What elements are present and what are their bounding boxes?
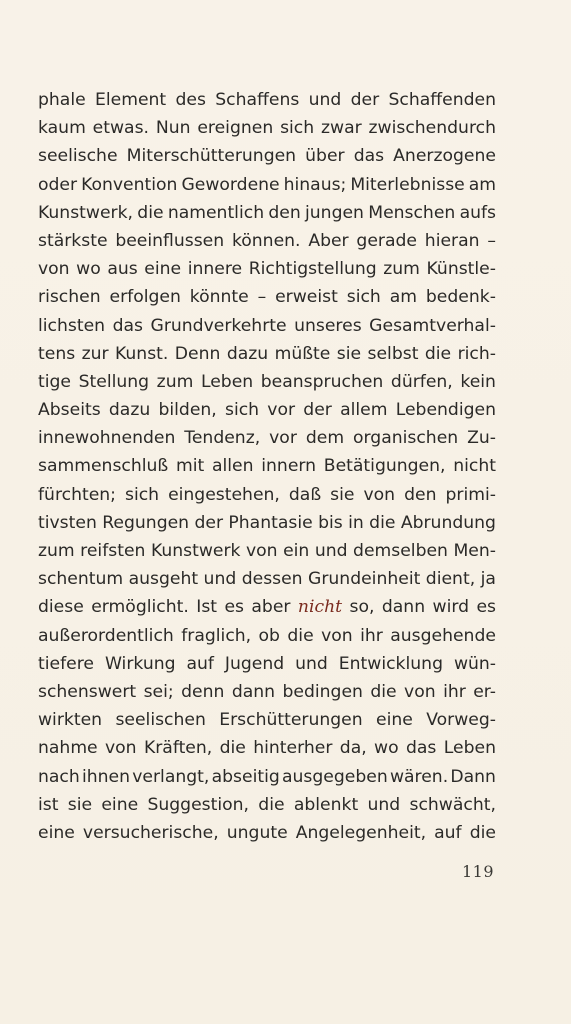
word: daß bbox=[288, 484, 322, 505]
word: Gewordene bbox=[181, 174, 280, 195]
word: Regungen bbox=[102, 512, 190, 533]
word: die bbox=[219, 738, 246, 759]
word: Vorweg- bbox=[426, 710, 496, 731]
word: und bbox=[295, 653, 328, 674]
word: jungen bbox=[305, 202, 364, 223]
word: Entwicklung bbox=[338, 653, 443, 674]
word: sich bbox=[280, 118, 315, 139]
word: dazu bbox=[226, 343, 269, 364]
word: ein bbox=[283, 541, 310, 561]
word: vor bbox=[269, 428, 297, 449]
word: dann bbox=[381, 597, 426, 618]
word: bedingen bbox=[282, 681, 363, 702]
word: eine bbox=[101, 794, 139, 815]
word: sich bbox=[124, 484, 160, 505]
word: Miterschütterungen bbox=[126, 146, 297, 167]
word: gerade bbox=[356, 230, 417, 251]
word: etwas. bbox=[92, 118, 149, 139]
word: innere bbox=[187, 259, 243, 280]
word: Erschütterungen bbox=[219, 710, 363, 731]
word: aus bbox=[107, 259, 138, 280]
word: organischen bbox=[353, 428, 459, 449]
word: Abseits bbox=[38, 400, 101, 421]
word: fraglich, bbox=[181, 625, 252, 646]
word: Lebendigen bbox=[395, 400, 496, 421]
word: und bbox=[314, 541, 348, 561]
word: dem bbox=[305, 428, 345, 449]
word: die bbox=[369, 512, 396, 533]
word: Konvention bbox=[81, 174, 178, 195]
text-line bbox=[38, 312, 496, 340]
word: versucherische, bbox=[82, 822, 219, 843]
word: erfolgen bbox=[109, 287, 181, 308]
text-line bbox=[38, 255, 496, 283]
word: tens bbox=[38, 343, 76, 364]
word: namentlich bbox=[167, 202, 265, 223]
word: allen bbox=[211, 456, 254, 477]
word: Grundverkehrte bbox=[150, 315, 287, 336]
word: ereignen bbox=[197, 118, 274, 139]
word: Denn bbox=[174, 343, 221, 364]
word: Künstle- bbox=[426, 259, 496, 280]
text-line bbox=[38, 819, 496, 847]
word: auf bbox=[434, 822, 462, 843]
word: von bbox=[245, 541, 278, 561]
word: Tendenz, bbox=[184, 428, 261, 449]
word: hieran bbox=[424, 230, 480, 251]
word: innern bbox=[261, 456, 317, 477]
word: beeinflussen bbox=[115, 230, 225, 251]
word: von bbox=[38, 259, 70, 280]
word: in bbox=[348, 512, 364, 533]
text-line bbox=[38, 622, 496, 650]
word: eine bbox=[376, 710, 413, 731]
word: dürfen, bbox=[390, 371, 453, 392]
word: sich bbox=[225, 400, 260, 421]
word: – bbox=[487, 230, 496, 251]
word: und bbox=[203, 569, 237, 590]
text-line bbox=[38, 86, 496, 114]
word: wird bbox=[432, 597, 470, 618]
word: am bbox=[468, 174, 496, 195]
word: Men- bbox=[453, 541, 496, 561]
word: primi- bbox=[445, 484, 496, 505]
word: sich bbox=[346, 287, 381, 308]
word: tivsten bbox=[38, 512, 97, 533]
word: können. bbox=[231, 230, 301, 251]
word: so, bbox=[349, 597, 375, 618]
word: ihr bbox=[360, 625, 383, 646]
text-line bbox=[38, 452, 496, 480]
word: eine bbox=[144, 259, 182, 280]
word: diese bbox=[38, 597, 84, 618]
word: wün- bbox=[453, 653, 496, 674]
word: Grundeinheit bbox=[308, 569, 421, 590]
word: unseres bbox=[294, 315, 362, 336]
word: zwar bbox=[321, 118, 362, 139]
word: die bbox=[137, 202, 164, 223]
word: Abrundung bbox=[400, 512, 496, 533]
word: Stellung bbox=[78, 371, 150, 392]
text-line bbox=[38, 340, 496, 368]
word: nach bbox=[38, 766, 80, 787]
text-line bbox=[38, 734, 496, 762]
word: seelische bbox=[38, 146, 118, 167]
text-line bbox=[38, 424, 496, 452]
page-number: 119 bbox=[462, 862, 495, 881]
word: es bbox=[476, 597, 496, 618]
word: den bbox=[404, 484, 437, 505]
word: ihnen bbox=[82, 766, 131, 787]
word: von bbox=[404, 681, 436, 702]
emphasized-word: nicht bbox=[297, 597, 343, 618]
word: Ist bbox=[196, 597, 218, 618]
text-line bbox=[38, 678, 496, 706]
word: dazu bbox=[108, 400, 151, 421]
text-line bbox=[38, 171, 496, 199]
word: und bbox=[308, 90, 342, 110]
word: auf bbox=[186, 653, 214, 674]
body-text bbox=[38, 86, 496, 847]
word: ermöglicht. bbox=[91, 597, 189, 618]
word: sie bbox=[336, 343, 362, 364]
word: könnte bbox=[189, 287, 249, 308]
word: zur bbox=[81, 343, 109, 364]
word: wo bbox=[76, 259, 101, 280]
word: sie bbox=[330, 484, 355, 505]
word: des bbox=[175, 90, 206, 110]
word: Leben bbox=[443, 738, 496, 759]
word: verlangt, bbox=[132, 766, 210, 787]
word: wo bbox=[374, 738, 399, 759]
text-line bbox=[38, 142, 496, 170]
word: aufs bbox=[459, 202, 496, 223]
word: Aber bbox=[308, 230, 349, 251]
word: bedenk- bbox=[425, 287, 496, 308]
word: selbst bbox=[367, 343, 419, 364]
word: zum bbox=[156, 371, 194, 392]
word: Kunstwerk bbox=[150, 541, 241, 561]
word: ungute bbox=[226, 822, 288, 843]
word: Kräften, bbox=[143, 738, 213, 759]
word: von bbox=[105, 738, 137, 759]
word: eine bbox=[38, 822, 75, 843]
word: schenswert bbox=[38, 681, 137, 702]
text-line bbox=[38, 368, 496, 396]
word: tige bbox=[38, 371, 71, 392]
word: Element bbox=[95, 90, 167, 110]
word: vor bbox=[267, 400, 296, 421]
word: schwächt, bbox=[409, 794, 496, 815]
word: bilden, bbox=[158, 400, 217, 421]
word: phale bbox=[38, 90, 86, 110]
word: reifsten bbox=[80, 541, 146, 561]
word: schentum bbox=[38, 569, 124, 590]
word: zum bbox=[383, 259, 420, 280]
word: nicht bbox=[453, 456, 496, 477]
word: der bbox=[194, 512, 224, 533]
word: Dann bbox=[450, 766, 496, 787]
word: demselben bbox=[353, 541, 448, 561]
word: rich- bbox=[457, 343, 496, 364]
word: wären. bbox=[389, 766, 449, 787]
word: ablenkt bbox=[293, 794, 359, 815]
word: Angelegenheit, bbox=[295, 822, 427, 843]
word: – bbox=[257, 287, 267, 308]
text-line bbox=[38, 396, 496, 424]
word: Betätigungen, bbox=[323, 456, 446, 477]
word: Schaffens bbox=[215, 90, 300, 110]
word: mit bbox=[175, 456, 205, 477]
word: Schaffenden bbox=[388, 90, 496, 110]
word: ausgegeben bbox=[282, 766, 388, 787]
text-line bbox=[38, 114, 496, 142]
word: die bbox=[424, 343, 452, 364]
text-line bbox=[38, 481, 496, 509]
word: kaum bbox=[38, 118, 86, 139]
word: außerordentlich bbox=[38, 625, 174, 646]
word: tiefere bbox=[38, 653, 94, 674]
word: der bbox=[350, 90, 380, 110]
word: rischen bbox=[38, 287, 101, 308]
text-line bbox=[38, 791, 496, 819]
text-line bbox=[38, 565, 496, 593]
word: fürchten; bbox=[38, 484, 116, 505]
word: Nun bbox=[155, 118, 191, 139]
word: das bbox=[112, 315, 143, 336]
word: hinterher bbox=[253, 738, 333, 759]
word: Zu- bbox=[467, 428, 496, 449]
word: müßte bbox=[274, 343, 331, 364]
text-line bbox=[38, 199, 496, 227]
word: ausgehende bbox=[390, 625, 496, 646]
word: die bbox=[370, 681, 397, 702]
word: ist bbox=[38, 794, 59, 815]
text-line bbox=[38, 706, 496, 734]
word: wirkten bbox=[38, 710, 103, 731]
word: er- bbox=[473, 681, 496, 702]
word: ob bbox=[258, 625, 280, 646]
word: Gesamtverhal- bbox=[369, 315, 496, 336]
word: und bbox=[367, 794, 401, 815]
word: dient, bbox=[425, 569, 476, 590]
word: am bbox=[389, 287, 417, 308]
word: von bbox=[363, 484, 396, 505]
word: dann bbox=[231, 681, 276, 702]
word: die bbox=[469, 822, 496, 843]
word: Kunst. bbox=[115, 343, 169, 364]
word: hinaus; bbox=[283, 174, 347, 195]
word: Suggestion, bbox=[147, 794, 250, 815]
word: kein bbox=[460, 371, 496, 392]
text-line bbox=[38, 763, 496, 791]
word: sie bbox=[67, 794, 93, 815]
word: innewohnenden bbox=[38, 428, 176, 449]
word: die bbox=[287, 625, 314, 646]
word: Anerzogene bbox=[393, 146, 496, 167]
text-line bbox=[38, 227, 496, 255]
word: Phantasie bbox=[228, 512, 313, 533]
word: zwischendurch bbox=[368, 118, 496, 139]
word: über bbox=[305, 146, 345, 167]
word: dessen bbox=[241, 569, 303, 590]
word: oder bbox=[38, 174, 78, 195]
word: nahme bbox=[38, 738, 98, 759]
word: beanspruchen bbox=[260, 371, 384, 392]
word: eingestehen, bbox=[168, 484, 280, 505]
word: bis bbox=[318, 512, 343, 533]
word: Leben bbox=[200, 371, 254, 392]
word: Jugend bbox=[224, 653, 285, 674]
word: die bbox=[258, 794, 285, 815]
word: stärkste bbox=[38, 230, 108, 251]
word: seelischen bbox=[115, 710, 206, 731]
word: ausgeht bbox=[128, 569, 199, 590]
word: allem bbox=[340, 400, 388, 421]
word: sammenschluß bbox=[38, 456, 169, 477]
word: zum bbox=[38, 541, 75, 561]
word: Miterlebnisse bbox=[350, 174, 465, 195]
word: der bbox=[303, 400, 332, 421]
word: Kunstwerk, bbox=[38, 202, 134, 223]
word: erweist bbox=[275, 287, 338, 308]
word: abseitig bbox=[211, 766, 280, 787]
text-line bbox=[38, 537, 496, 565]
word: den bbox=[268, 202, 301, 223]
word: aber bbox=[251, 597, 291, 618]
word: ja bbox=[480, 569, 496, 590]
word: da, bbox=[339, 738, 367, 759]
word: lichsten bbox=[38, 315, 106, 336]
text-line bbox=[38, 650, 496, 678]
word: sei; bbox=[143, 681, 174, 702]
text-line bbox=[38, 509, 496, 537]
text-line bbox=[38, 593, 496, 621]
word: das bbox=[405, 738, 437, 759]
word: denn bbox=[181, 681, 225, 702]
word: Wirkung bbox=[104, 653, 176, 674]
word: das bbox=[353, 146, 385, 167]
word: Menschen bbox=[368, 202, 456, 223]
word: von bbox=[321, 625, 353, 646]
word: Richtigstellung bbox=[248, 259, 377, 280]
text-line bbox=[38, 283, 496, 311]
word: ihr bbox=[443, 681, 466, 702]
word: es bbox=[224, 597, 244, 618]
